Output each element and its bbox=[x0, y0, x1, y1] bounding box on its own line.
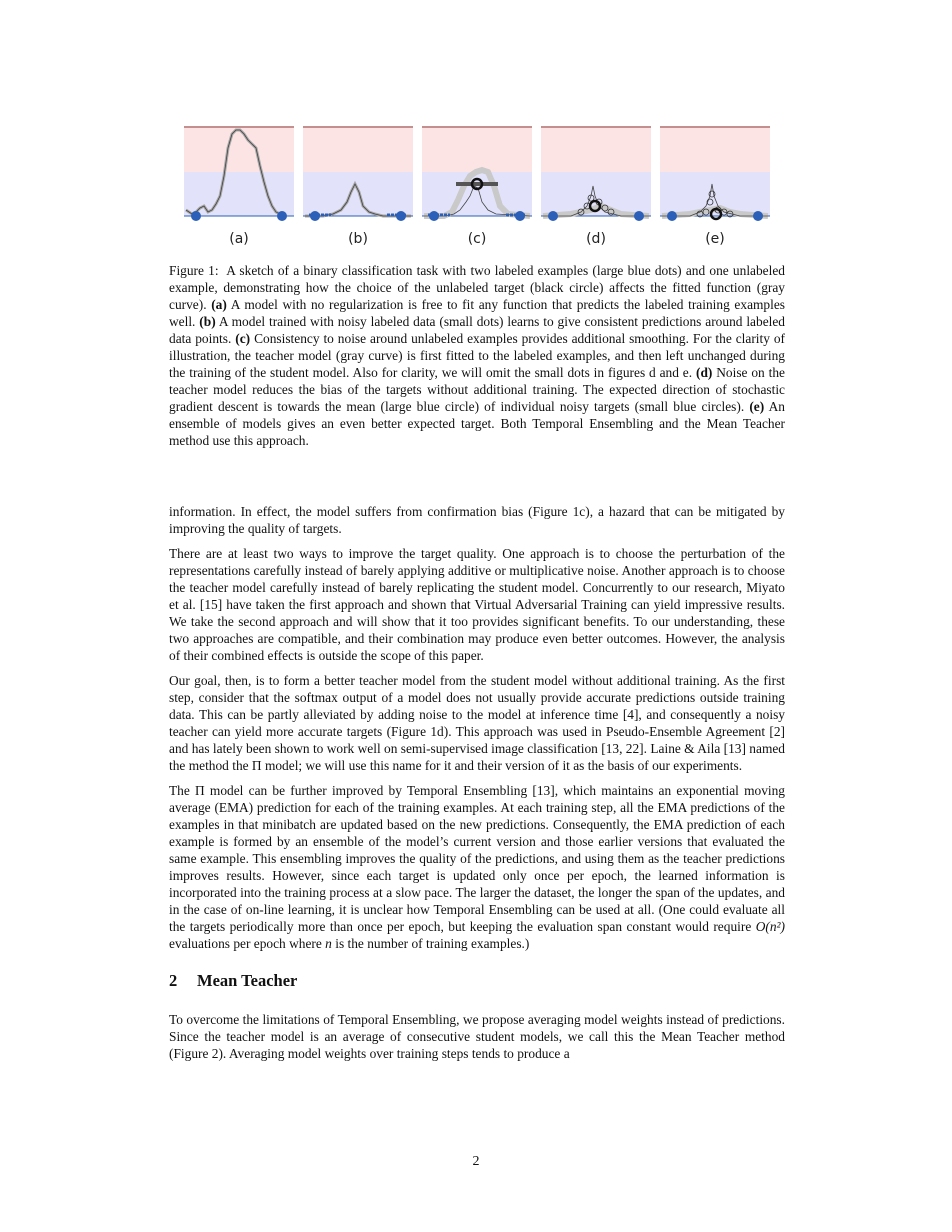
panel-label-d: (d) bbox=[586, 231, 606, 247]
caption-b-tag: (b) bbox=[199, 314, 216, 329]
paragraph: information. In effect, the model suffers from confirmation bias (Figure 1c), a hazard that can be mitigated by improving the quality of targets. bbox=[169, 504, 785, 536]
labeled-dot bbox=[191, 211, 201, 221]
paragraph: Our goal, then, is to form a better teacher model from the student model without additional training. As the first step, consider that the softmax output of a model does not usually provide accurate predictions outside training data. This can be partly alleviated by adding noise to the model at inference time [4], and consequently a noisy teacher can yield more accurate targets (Figure 1d). This approach was used in Pseudo-Ensemble Agreement [2] and has lately been shown to work well on semi-supervised image classification [13, 22]. Laine & Aila [13] named the method the Π model; we will use this name for it and their version of it as the basis of our experiments. bbox=[169, 673, 785, 773]
figure-1 bbox=[184, 126, 770, 222]
panel-c bbox=[422, 126, 532, 222]
panel-b bbox=[303, 126, 413, 222]
caption-d-tag: (d) bbox=[695, 365, 713, 380]
caption-c: Consistency to noise around unlabeled examples provides additional smoothing. For the clarity of illustration, the teacher model (gray curve) is first fitted to the labeled examples, and then left unchanged during the training of the student model. Also for clarity, we will omit the small dots in figures d and e. bbox=[169, 331, 785, 380]
caption-e: An ensemble of models gives an even better expected target. Both Temporal Ensembling and the Mean Teacher method use this approach. bbox=[169, 399, 785, 448]
paragraph: To overcome the limitations of Temporal Ensembling, we propose averaging model weights instead of predictions. Since the teacher model is an average of consecutive student models, we call this the Mean Teacher method (Figure 2). Averaging model weights over training steps tends to produce a bbox=[169, 1012, 785, 1061]
paragraph-text: evaluations per epoch where bbox=[169, 936, 322, 951]
body-text bbox=[169, 503, 785, 1070]
math-complexity: O(n²) bbox=[755, 919, 785, 934]
labeled-dot bbox=[277, 211, 287, 221]
upper-region bbox=[184, 126, 294, 172]
caption-b: A model trained with noisy labeled data (small dots) learns to give consistent predictions around labeled data points. bbox=[169, 314, 786, 346]
panel-label-e: (e) bbox=[705, 231, 725, 247]
paragraph: There are at least two ways to improve the target quality. One approach is to choose the perturbation of the representations carefully instead of barely applying additive or multiplicative noise. Another approach is to choose the teacher model carefully instead of barely replicating the student model. Concurrently to our research, Miyato et al. [15] have taken the first approach and shown that Virtual Adversarial Training can yield impressive results. We take the second approach and will show that it too provides significant benefits. To our understanding, these two approaches are compatible, and their combination may produce even better outcomes. However, the analysis of their combined effects is outside the scope of this paper. bbox=[169, 546, 785, 663]
paragraph bbox=[169, 782, 785, 952]
paragraph-text: is the number of training examples.) bbox=[335, 936, 530, 951]
caption-e-tag: (e) bbox=[749, 399, 765, 414]
section-number: 2 bbox=[169, 971, 178, 990]
caption-d: Noise on the teacher model reduces the bias of the targets without additional training. The expected direction of stochastic gradient descent is towards the mean (large blue circle) of individual noisy targets (small blue circles). bbox=[169, 365, 785, 414]
panel-a bbox=[184, 126, 294, 222]
panel-label-b: (b) bbox=[348, 231, 368, 247]
caption-intro: A sketch of a binary classification task with two labeled examples (large blue dots) and one unlabeled example, demonstrating how the choice of the unlabeled target (black circle) affects the fitted function (gray curve). bbox=[169, 263, 785, 312]
panel-e bbox=[660, 126, 770, 222]
section-title: Mean Teacher bbox=[197, 971, 298, 990]
panel-label-c: (c) bbox=[467, 231, 487, 247]
section-heading bbox=[169, 972, 785, 989]
caption-prefix: Figure 1: bbox=[169, 263, 219, 278]
caption-c-tag: (c) bbox=[235, 331, 251, 346]
caption-a: A model with no regularization is free to fit any function that predicts the labeled training examples well. bbox=[169, 297, 785, 329]
panel-label-a: (a) bbox=[229, 231, 249, 247]
math-n: n bbox=[325, 936, 332, 951]
page-number: 2 bbox=[472, 1154, 480, 1169]
panel-d bbox=[541, 126, 651, 222]
figure-caption bbox=[169, 262, 785, 449]
paragraph-text: The Π model can be further improved by Temporal Ensembling [13], which maintains an exponential moving average (EMA) prediction for each of the training examples. At each training step, all the EMA predictions of the examples in that minibatch are updated based on the new predictions. Consequently, the EMA prediction of each example is formed by an ensemble of the model’s current version and those earlier versions that evaluated the same example. This ensembling improves the quality of the predictions, and using them as the teacher predictions improves results. However, since each target is updated only once per epoch, the learned information is incorporated into the training process at a slow pace. The larger the dataset, the longer the span of the updates, and in the case of on-line learning, it is unclear how Temporal Ensembling can be used at all. (One could evaluate all the targets periodically more than once per epoch, but keeping the evaluation span constant would require bbox=[169, 783, 785, 934]
caption-a-tag: (a) bbox=[211, 297, 227, 312]
